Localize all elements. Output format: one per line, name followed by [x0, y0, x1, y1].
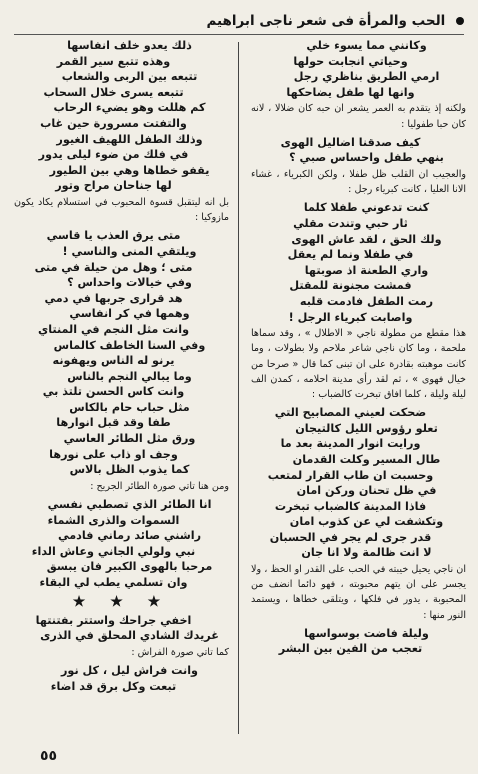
verse-line: راشني صائد رماني فادمي	[57, 529, 202, 543]
verse-line: وانت فراش ليل ، كل نور	[60, 664, 198, 677]
verse-line: ورق مثل الطائر العاسي	[63, 432, 196, 446]
column-divider	[238, 42, 239, 734]
verse-line: وذلك الطفل اللهيف الغيور	[56, 132, 203, 146]
verse-line: مثل حباب حام بالكاس	[69, 400, 190, 414]
verse-line: وحياتي انجابت حولها	[293, 54, 408, 68]
verse-line: وفي السنا الخاطف كالماس	[53, 338, 206, 352]
verse-line: وتكشفت لي عن كذوب امان	[289, 515, 444, 529]
prose-paragraph: ان ناجي يحيل خيبته في الحب على القدر او الحظ ، ولا يجسر على ان يتهم محبوبته ، فهو دائما انضف من المحبوبة ، يدور في فلكها ، ويتلقى خطاها ، ويستمد النور منها :	[251, 564, 466, 621]
verse-line: وجف او ذاب على نورها	[49, 447, 178, 461]
verse-line: ورايت انوار المدينة بعد ما	[280, 437, 421, 451]
prose-paragraph: كما تاتي صورة الفراش :	[131, 646, 229, 658]
prose-paragraph: هذا مقطع من مطولة ناجي « الاطلال » ، وقد سماها ملحمة ، وما كان ناجي شاعر ملاحم ولا بطولات ، وما كانت موهبته بقادرة على ان تبنى كما قال « صرحا من خيال فهوى » ، ثم لقد رأى مدينة احلامه ، كمدن الف ليلة وليلة ، كلما افاق تبخرت كالضباب :	[251, 328, 466, 400]
verse-line: ويلتقي المنى والناسي !	[62, 244, 197, 258]
bullet-icon	[456, 17, 464, 25]
verse-line: وهذه تتبع سير القمر	[56, 54, 171, 68]
verse-line: وانت مثل النجم في المنتاي	[37, 322, 190, 336]
verse-line: كيف صدقنا اضاليل الهوى	[280, 135, 421, 149]
verse-line: ولك الحق ، لقد عاش الهوى	[291, 232, 442, 246]
verse-line: كم هللت وهو يضيء الرحاب	[53, 101, 206, 115]
page-header	[14, 8, 464, 35]
prose-paragraph: ومن هنا تاتي صورة الطائر الجريح :	[90, 480, 229, 492]
verse-line: وحسبت ان طاب القرار لمتعب	[267, 468, 434, 482]
verse-line: فاذا المدينة كالضباب تبخرت	[274, 499, 427, 513]
verse-line: وان تسلمي يطب لي البقاء	[39, 576, 188, 590]
verse-line: تبعت وكل برق قد اضاء	[50, 679, 177, 693]
verse-line: وهمها في كر انفاسي	[69, 307, 190, 321]
verse-line: واصابت كبرياء الرجل !	[288, 310, 413, 324]
verse-line: بنهي طفل واحساس صبي ؟	[289, 151, 444, 165]
verse-line: ارمي الطريق بناظري رجل	[293, 70, 440, 84]
prose-paragraph: والعجيب ان القلب ظل طفلا ، ولكن الكبرياء ، غشاء الانا العليا ، كانت كبرياء رجل :	[251, 168, 466, 196]
verse-line: وانها لها طفل يضاحكها	[286, 85, 415, 99]
verse-line: وما يبالي النجم بالناس	[67, 369, 192, 383]
verse-line: طفا وقد قبل انوارها	[56, 416, 171, 430]
verse-line: اخفي جراحك واستتر بفتنتها	[35, 613, 192, 627]
header-title: الحب والمرأة فى شعر ناجى ابراهيم	[206, 13, 446, 29]
verse-line: ذلك يعدو خلف انفاسها	[67, 39, 192, 52]
verse-line: تعجب من الفين بين البشر	[278, 642, 423, 656]
verse-line: وفي خيالات واحداس ؟	[67, 276, 192, 290]
verse-line: تعلو رؤوس الليل كالتيجان	[295, 421, 438, 435]
verse-line: كنت تدعوني طفلا كلما	[303, 201, 430, 215]
verse-line: قدر جرى لم يجر في الحسبان	[269, 530, 432, 544]
verse-line: تتبعه يسرى خلال السحاب	[43, 85, 184, 99]
verse-line: وليلة فاضت بوسواسها	[304, 626, 429, 640]
right-column	[251, 38, 466, 738]
verse-line: وانت كاس الحسن تلتذ بي	[42, 385, 185, 399]
verse-line: انا الطائر الذي تصطبي نفسي	[47, 498, 212, 512]
verse-line: تتبعه بين الربى والشعاب	[61, 70, 198, 84]
verse-line: لا انت ظالمة ولا انا جان	[301, 546, 432, 560]
verse-line: والتفتت مسرورة حين غاب	[40, 116, 187, 130]
verse-line: في طفلا ونما لم يعقل	[287, 248, 414, 262]
verse-line: في ظل تحنان وركن امان	[296, 484, 437, 498]
prose-paragraph: ولكنه إذ يتقدم به العمر يشعر ان حبه كان ضلالا ، لانه كان حبا طفوليا :	[251, 103, 466, 130]
verse-line: فمشت مجنونة للمقتل	[289, 279, 412, 293]
verse-line: لها جناحان مراح وتور	[55, 179, 172, 193]
page-number: ٥٥	[40, 748, 58, 764]
left-column	[14, 38, 229, 738]
verse-line: يقفو خطاها وهي بين الطيور	[49, 163, 210, 177]
verse-line: ثار حبي وتندت مقلي	[293, 216, 408, 230]
verse-line: السموات والذرى الشماء	[47, 513, 180, 527]
verse-line: مرحبا بالهوى الكبير فان يبسق	[46, 560, 213, 574]
verse-line: واري الطعنة اذ صوبتها	[304, 263, 429, 277]
verse-line: وكانني مما يسوء خلي	[306, 39, 427, 52]
section-separator: ★ ★ ★	[72, 593, 171, 610]
verse-line: غريدك الشادي المحلق في الذرى	[40, 629, 219, 643]
verse-line: رمت الطفل فادمت قلبه	[299, 294, 434, 308]
verse-line: يرنو له الناس ويهفونه	[52, 354, 175, 368]
verse-line: كما يذوب الظل بالاس	[69, 463, 190, 477]
verse-line: نبي ولولي الجاني وعاش الداء	[31, 544, 196, 558]
verse-line: طال المسير وكلت القدمان	[292, 452, 441, 466]
verse-line: متى ؛ وهل من حيلة في متى	[34, 260, 193, 274]
verse-line: ضحكت لعيني المصابيح التي	[274, 406, 427, 420]
verse-line: هد قرارى جربها في دمي	[44, 291, 183, 305]
verse-line: في فلك من ضوء ليلى يدور	[38, 148, 189, 162]
prose-paragraph: بل انه ليتقبل قسوة المحبوب في استسلام يكاد يكون مازوكيا :	[14, 196, 229, 224]
verse-line: متى يرق العذب يا قاسي	[46, 229, 181, 243]
